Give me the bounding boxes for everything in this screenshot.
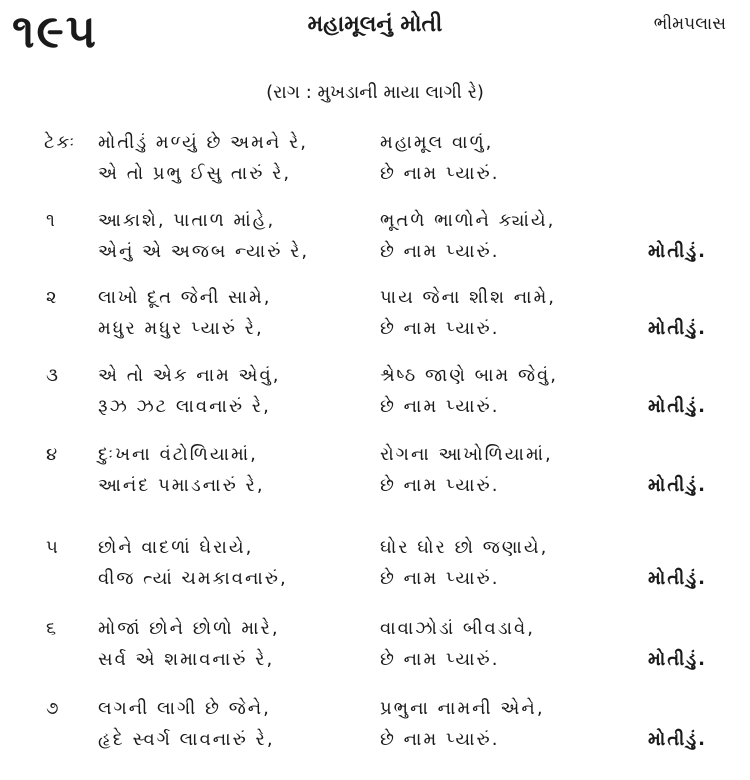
stanza-6: [0, 614, 750, 676]
stanza-label: ટેકઃ: [44, 132, 77, 153]
stanza-line: [0, 159, 750, 190]
line-text-b: ભૂતળે ભાળોને ક્યાંયે,: [380, 210, 556, 231]
refrain-word: મોતીડું.: [648, 396, 708, 417]
stanza-line: [0, 283, 750, 314]
line-text-a: એ તો પ્રભુ ઈસુ તારું રે,: [98, 163, 292, 184]
stanza-line: [0, 471, 750, 502]
refrain-word: મોતીડું.: [648, 475, 708, 496]
refrain-word: મોતીડું.: [648, 568, 708, 589]
hymn-title: મહામૂલનું મોતી: [307, 12, 443, 37]
stanza-tek: [0, 128, 750, 190]
line-text-a: આકાશે, પાતાળ માંહે,: [98, 210, 276, 231]
line-text-b: છે નામ પ્યારું.: [380, 475, 500, 496]
stanza-label: ૪: [46, 444, 60, 465]
stanza-line: [0, 128, 750, 159]
line-text-a: આનંદ પમાડનારું રે,: [98, 475, 265, 496]
line-text-b: છે નામ પ્યારું.: [380, 396, 500, 417]
stanza-line: [0, 237, 750, 268]
stanza-label: ૩: [46, 365, 60, 386]
line-text-b: પ્રભુના નામની એને,: [380, 698, 545, 719]
line-text-a: હૃદે સ્વર્ગ લાવનારું રે,: [98, 729, 275, 750]
line-text-b: પાય જેના શીશ નામે,: [380, 287, 556, 308]
stanza-label: ૭: [46, 698, 61, 719]
line-text-b: છે નામ પ્યારું.: [380, 568, 500, 589]
stanza-line: [0, 533, 750, 564]
stanza-2: [0, 283, 750, 345]
stanza-line: [0, 392, 750, 423]
stanza-5: [0, 533, 750, 595]
line-text-b: ઘોર ઘોર છો જણાયે,: [380, 537, 549, 558]
stanza-line: [0, 440, 750, 471]
line-text-b: છે નામ પ્યારું.: [380, 649, 500, 670]
stanza-line: [0, 614, 750, 645]
stanza-line: [0, 564, 750, 595]
stanza-line: [0, 725, 750, 756]
tune-subtitle: (રાગ : મુખડાની માયા લાગી રે): [266, 82, 484, 103]
line-text-b: વાવાઝોડાં બીવડાવે,: [380, 618, 535, 639]
refrain-word: મોતીડું.: [648, 241, 708, 262]
line-text-b: શ્રેષ્ઠ જાણે બામ જેવું,: [380, 365, 558, 386]
stanza-3: [0, 361, 750, 423]
stanza-label: ૨: [46, 287, 59, 308]
stanza-4: [0, 440, 750, 502]
stanza-7: [0, 694, 750, 756]
raag-name: ભીમપલાસ: [653, 14, 726, 34]
refrain-word: મોતીડું.: [648, 318, 708, 339]
refrain-word: મોતીડું.: [648, 729, 708, 750]
stanza-1: [0, 206, 750, 268]
line-text-a: છોને વાદળાં ઘેરાયે,: [98, 537, 254, 558]
line-text-a: સર્વ એ શમાવનારું રે,: [98, 649, 275, 670]
line-text-a: દુઃખના વંટોળિયામાં,: [98, 444, 258, 465]
line-text-a: મોજાં છોને છોળો મારે,: [98, 618, 280, 639]
line-text-b: રોગના આખોળિયામાં,: [380, 444, 553, 465]
line-text-a: એનું એ અજબ ન્યારું રે,: [98, 241, 310, 262]
line-text-b: મહામૂલ વાળું,: [380, 132, 494, 153]
stanza-line: [0, 206, 750, 237]
line-text-a: લાખો દૂત જેની સામે,: [98, 287, 272, 308]
refrain-word: મોતીડું.: [648, 649, 708, 670]
line-text-a: મધુર મધુર પ્યારું રે,: [98, 318, 264, 339]
line-text-b: છે નામ પ્યારું.: [380, 241, 500, 262]
stanza-line: [0, 694, 750, 725]
stanza-line: [0, 361, 750, 392]
line-text-a: વીજ ત્યાં ચમકાવનારું,: [98, 568, 288, 589]
hymn-number: ૧૯૫: [12, 4, 98, 58]
line-text-b: છે નામ પ્યારું.: [380, 163, 500, 184]
stanza-label: ૫: [46, 537, 60, 558]
line-text-b: છે નામ પ્યારું.: [380, 318, 500, 339]
line-text-a: મોતીડું મળ્યું છે અમને રે,: [98, 132, 308, 153]
stanza-line: [0, 314, 750, 345]
line-text-a: રૂઝ ઝટ લાવનારું રે,: [98, 396, 271, 417]
stanza-line: [0, 645, 750, 676]
stanza-label: ૧: [46, 210, 57, 231]
line-text-a: લગની લાગી છે જેને,: [98, 698, 271, 719]
stanza-label: ૬: [46, 618, 59, 639]
line-text-a: એ તો એક નામ એવું,: [98, 365, 281, 386]
line-text-b: છે નામ પ્યારું.: [380, 729, 500, 750]
